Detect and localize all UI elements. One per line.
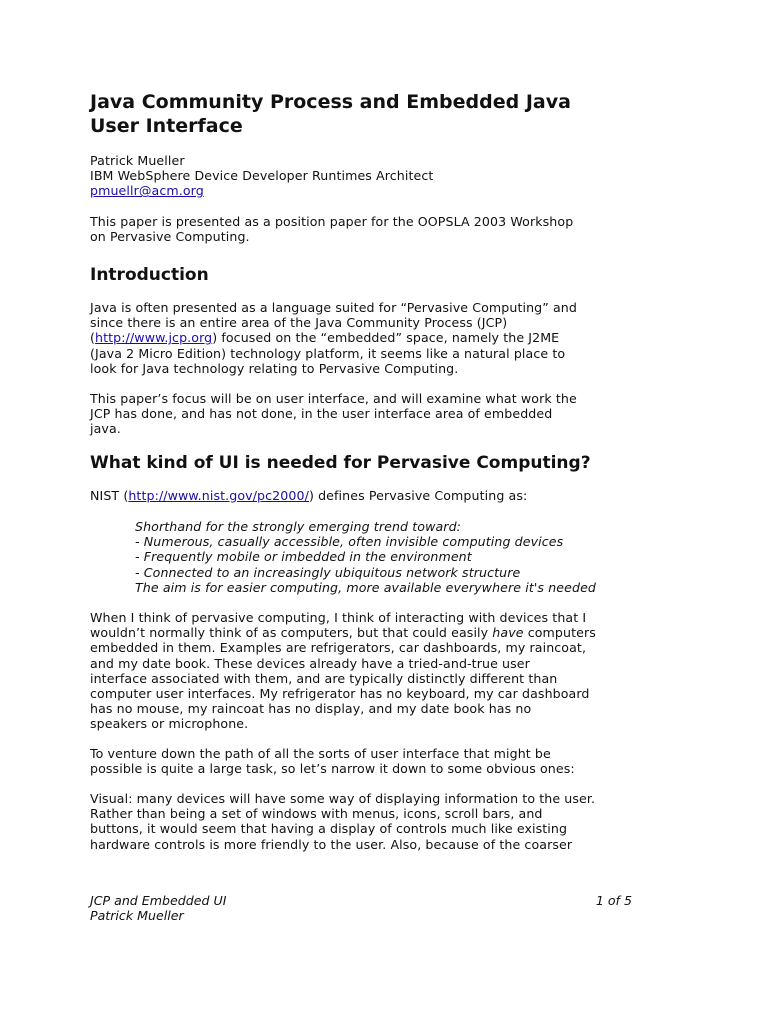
text-fragment: NIST ( [90, 488, 129, 503]
paragraph-line: This paper is presented as a position paper for the OOPSLA 2003 Workshop [90, 214, 574, 229]
visual-paragraph [90, 791, 650, 852]
paragraph-line [90, 488, 650, 503]
pervasive-paragraph [90, 610, 650, 732]
title-line: Java Community Process and Embedded Java [90, 91, 571, 113]
page-footer [90, 893, 632, 923]
paragraph-line: To venture down the path of all the sorts of user interface that might be [90, 746, 551, 761]
title-line: User Interface [90, 115, 243, 137]
paragraph-line: java. [90, 421, 121, 437]
paragraph-line: (Java 2 Micro Edition) technology platform, it seems like a natural place to [90, 345, 566, 361]
quote-line: Shorthand for the strongly emerging trend toward: [135, 519, 462, 534]
position-paper-note [90, 214, 650, 244]
paragraph-line: has no mouse, my raincoat has no display, and my date book has no [90, 701, 532, 717]
section-heading-ui: What kind of UI is needed for Pervasive Computing? [90, 453, 591, 473]
paragraph-line: interface associated with them, and are typically distinctly different than [90, 670, 558, 686]
author-name: Patrick Mueller [90, 153, 185, 168]
page-number: 1 of 5 [595, 893, 632, 908]
quote-line: - Numerous, casually accessible, often invisible computing devices [135, 534, 564, 550]
intro-paragraph-1 [90, 300, 650, 376]
paragraph-line: Java is often presented as a language suited for “Pervasive Computing” and [90, 300, 577, 315]
paragraph-line: JCP has done, and has not done, in the user interface area of embedded [90, 406, 553, 422]
nist-quote [135, 519, 596, 595]
paragraph-line: computer user interfaces. My refrigerator has no keyboard, my car dashboard [90, 686, 590, 702]
document-title [90, 90, 650, 138]
author-block [90, 153, 433, 199]
paragraph-line: look for Java technology relating to Pervasive Computing. [90, 360, 459, 376]
quote-line: The aim is for easier computing, more available everywhere it's needed [135, 579, 597, 595]
footer-title: JCP and Embedded UI [90, 893, 227, 908]
paragraph-line: and my date book. These devices already have a tried-and-true user [90, 655, 530, 671]
paragraph-line [90, 625, 650, 640]
text-fragment: ( [90, 330, 96, 346]
author-email-link[interactable]: pmuellr@acm.org [90, 183, 204, 199]
paragraph-line: This paper’s focus will be on user interface, and will examine what work the [90, 391, 577, 406]
emphasis-text: have [492, 625, 524, 641]
quote-line: - Connected to an increasingly ubiquitous network structure [135, 564, 521, 580]
paragraph-line: embedded in them. Examples are refrigerators, car dashboards, my raincoat, [90, 640, 587, 656]
paragraph-line [90, 330, 650, 345]
text-fragment: wouldn’t normally think of as computers, but that could easily [90, 625, 493, 641]
paragraph-line: buttons, it would seem that having a display of controls much like existing [90, 821, 568, 837]
paragraph-line: possible is quite a large task, so let’s narrow it down to some obvious ones: [90, 761, 575, 777]
author-affiliation: IBM WebSphere Device Developer Runtimes Architect [90, 168, 434, 184]
text-fragment: computers [523, 625, 596, 641]
paragraph-line: on Pervasive Computing. [90, 229, 250, 245]
jcp-link[interactable]: http://www.jcp.org [95, 330, 213, 346]
nist-definition-line [90, 488, 650, 503]
paragraph-line: When I think of pervasive computing, I think of interacting with devices that I [90, 610, 587, 625]
paragraph-line: Rather than being a set of windows with menus, icons, scroll bars, and [90, 806, 543, 822]
intro-paragraph-2 [90, 391, 650, 437]
paragraph-line: Visual: many devices will have some way of displaying information to the user. [90, 791, 596, 806]
text-fragment: ) focused on the “embedded” space, namely the J2ME [212, 330, 560, 346]
text-fragment: ) defines Pervasive Computing as: [308, 488, 528, 503]
footer-author: Patrick Mueller [90, 908, 184, 923]
paragraph-line: speakers or microphone. [90, 716, 249, 732]
paragraph-line: hardware controls is more friendly to the user. Also, because of the coarser [90, 836, 573, 852]
paragraph-line: since there is an entire area of the Java Community Process (JCP) [90, 315, 508, 331]
introduction-heading: Introduction [90, 265, 209, 285]
nist-link[interactable]: http://www.nist.gov/pc2000/ [128, 488, 309, 503]
quote-line: - Frequently mobile or imbedded in the environment [135, 549, 472, 565]
venture-paragraph [90, 746, 650, 776]
